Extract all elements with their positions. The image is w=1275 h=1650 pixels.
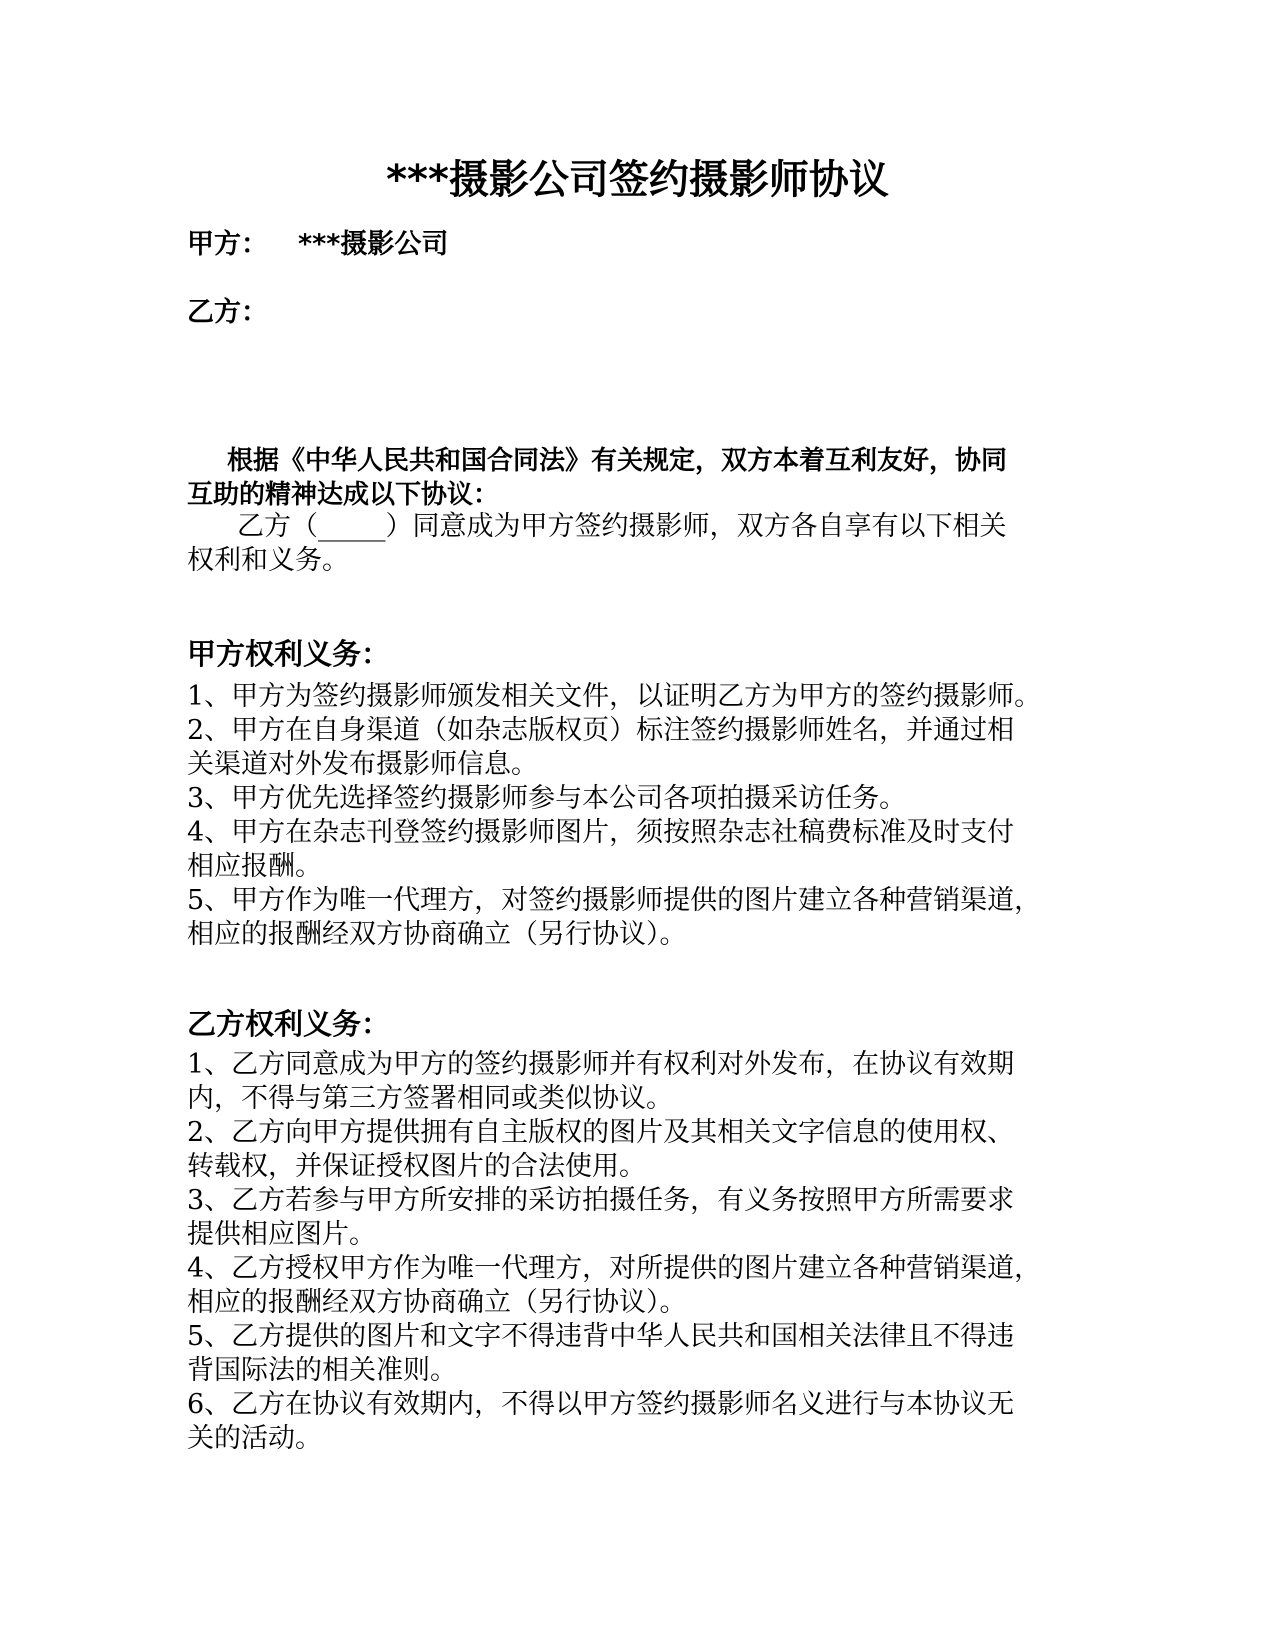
agreement-line: 乙方（_____）同意成为甲方签约摄影师，双方各自享有以下相关 [237, 511, 1007, 542]
section-b-line: 相应的报酬经双方协商确立（另行协议）。 [187, 1287, 687, 1318]
section-a-line: 相应的报酬经双方协商确立（另行协议）。 [187, 919, 687, 950]
section-a-line: 4、甲方在杂志刊登签约摄影师图片，须按照杂志社稿费标准及时支付 [187, 817, 1015, 848]
section-b-line: 提供相应图片。 [187, 1219, 376, 1250]
section-a-line: 5、甲方作为唯一代理方，对签约摄影师提供的图片建立各种营销渠道， [187, 885, 1042, 916]
section-a-line: 关渠道对外发布摄影师信息。 [187, 749, 538, 780]
section-b-line: 2、乙方向甲方提供拥有自主版权的图片及其相关文字信息的使用权、 [187, 1117, 1015, 1148]
party-a-label: 甲方： [187, 229, 268, 260]
party-a-value: ***摄影公司 [298, 229, 449, 260]
party-b-label: 乙方： [187, 297, 268, 328]
section-b-line: 1、乙方同意成为甲方的签约摄影师并有权利对外发布，在协议有效期 [187, 1049, 1015, 1080]
section-b-line: 5、乙方提供的图片和文字不得违背中华人民共和国相关法律且不得违 [187, 1321, 1015, 1352]
section-b-line: 关的活动。 [187, 1423, 322, 1454]
document-title: ***摄影公司签约摄影师协议 [386, 157, 889, 203]
section-b-line: 3、乙方若参与甲方所安排的采访拍摄任务，有义务按照甲方所需要求 [187, 1185, 1015, 1216]
section-b-line: 4、乙方授权甲方作为唯一代理方，对所提供的图片建立各种营销渠道， [187, 1253, 1042, 1284]
agreement-line: 权利和义务。 [187, 545, 349, 576]
section-a-line: 3、甲方优先选择签约摄影师参与本公司各项拍摄采访任务。 [187, 783, 907, 814]
party-a [187, 222, 448, 261]
section-a-line: 相应报酬。 [187, 851, 322, 882]
intro-line: 互助的精神达成以下协议： [187, 480, 500, 510]
intro-paragraph [187, 444, 1092, 512]
section-a-line: 1、甲方为签约摄影师颁发相关文件，以证明乙方为甲方的签约摄影师。 [187, 681, 1042, 712]
section-b-line: 6、乙方在协议有效期内，不得以甲方签约摄影师名义进行与本协议无 [187, 1389, 1015, 1420]
section-b-heading: 乙方权利义务： [187, 1007, 391, 1041]
party-b [187, 290, 268, 329]
section-a-heading: 甲方权利义务： [187, 637, 391, 671]
intro-line: 根据《中华人民共和国合同法》有关规定，双方本着互利友好，协同 [227, 446, 1008, 476]
section-b-line: 转载权，并保证授权图片的合法使用。 [187, 1151, 646, 1182]
section-a-line: 2、甲方在自身渠道（如杂志版权页）标注签约摄影师姓名，并通过相 [187, 715, 1015, 746]
section-b-line: 背国际法的相关准则。 [187, 1355, 457, 1386]
section-b-line: 内，不得与第三方签署相同或类似协议。 [187, 1083, 673, 1114]
